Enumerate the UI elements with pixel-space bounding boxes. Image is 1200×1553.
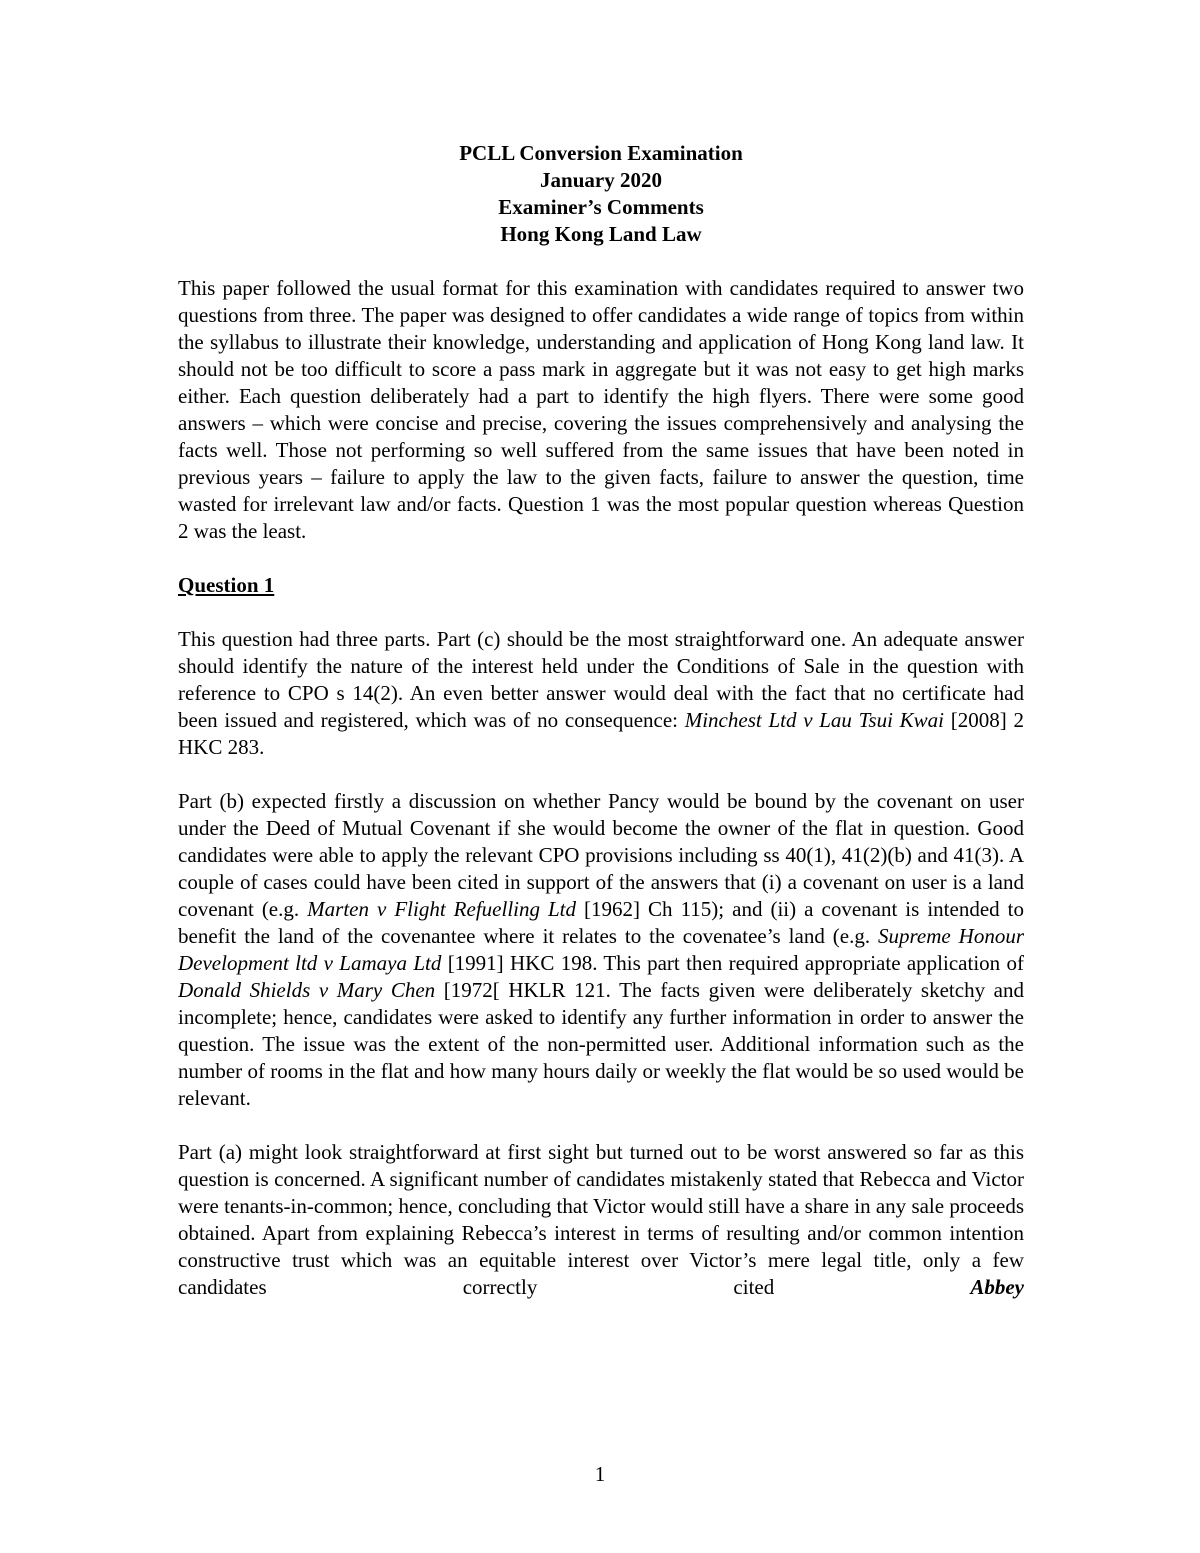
case-citation: Abbey <box>970 1275 1024 1299</box>
case-citation: Marten v Flight Refuelling Ltd <box>307 897 577 921</box>
subject-title: Hong Kong Land Law <box>500 222 702 246</box>
exam-title: PCLL Conversion Examination <box>459 141 743 165</box>
document-subtitle: Examiner’s Comments <box>498 195 704 219</box>
part-a-paragraph <box>178 1139 1024 1301</box>
text-run: Part (a) might look straightforward at first sight but turned out to be worst answered so far as this question is concerned. A significant number of candidates mistakenly stated that Rebecca and Victor were tenants-in-common; hence, concluding that Victor would still have a share in any sale proceeds obtained. Apart from explaining Rebecca’s interest in terms of resulting and/or common intention constructive trust which was an equitable interest over Victor’s mere legal title, only a few candidates correctly cited <box>178 1140 1024 1299</box>
text-run: [2008] 2 HKC 283. <box>178 708 1024 759</box>
text-run: This question had three parts. Part (c) should be the most straightforward one. An adequate answer should identify the nature of the interest held under the Conditions of Sale in the question with reference to CPO s 14(2). An even better answer would deal with the fact that no certificate had been issued and registered, which was of no consequence: <box>178 627 1024 732</box>
exam-date: January 2020 <box>540 168 662 192</box>
text-run: [1962] Ch 115); and (ii) a covenant is intended to benefit the land of the covenantee where it relates to the covenatee’s land (e.g. <box>178 897 1024 948</box>
case-citation: Supreme Honour Development ltd v Lamaya Ltd <box>178 924 1024 975</box>
part-c-paragraph <box>178 626 1024 761</box>
text-run: [1991] HKC 198. This part then required appropriate application of <box>441 951 1024 975</box>
question-1-heading: Question 1 <box>178 573 275 597</box>
text-run: [1972[ HKLR 121. The facts given were deliberately sketchy and incomplete; hence, candidates were asked to identify any further information in order to answer the question. The issue was the extent of the non-permitted user. Additional information such as the number of rooms in the flat and how many hours daily or weekly the flat would be so used would be relevant. <box>178 978 1024 1110</box>
document-page <box>178 140 1024 1301</box>
intro-paragraph: This paper followed the usual format for this examination with candidates required to answer two questions from three. The paper was designed to offer candidates a wide range of topics from within the syllabus to illustrate their knowledge, understanding and application of Hong Kong land law. It should not be too difficult to score a pass mark in aggregate but it was not easy to get high marks either. Each question deliberately had a part to identify the high flyers. There were some good answers – which were concise and precise, covering the issues comprehensively and analysing the facts well. Those not performing so well suffered from the same issues that have been noted in previous years – failure to apply the law to the given facts, failure to answer the question, time wasted for irrelevant law and/or facts. Question 1 was the most popular question whereas Question 2 was the least. <box>178 276 1024 543</box>
case-citation: Minchest Ltd v Lau Tsui Kwai <box>684 708 945 732</box>
page-number: 1 <box>594 1462 606 1486</box>
text-run: Part (b) expected firstly a discussion on whether Pancy would be bound by the covenant on user under the Deed of Mutual Covenant if she would become the owner of the flat in question. Good candidates were able to apply the relevant CPO provisions including ss 40(1), 41(2)(b) and 41(3). A couple of cases could have been cited in support of the answers that (i) a covenant on user is a land covenant (e.g. <box>178 789 1024 921</box>
case-citation: Donald Shields v Mary Chen <box>178 978 436 1002</box>
document-header <box>178 140 1024 248</box>
part-b-paragraph <box>178 788 1024 1112</box>
